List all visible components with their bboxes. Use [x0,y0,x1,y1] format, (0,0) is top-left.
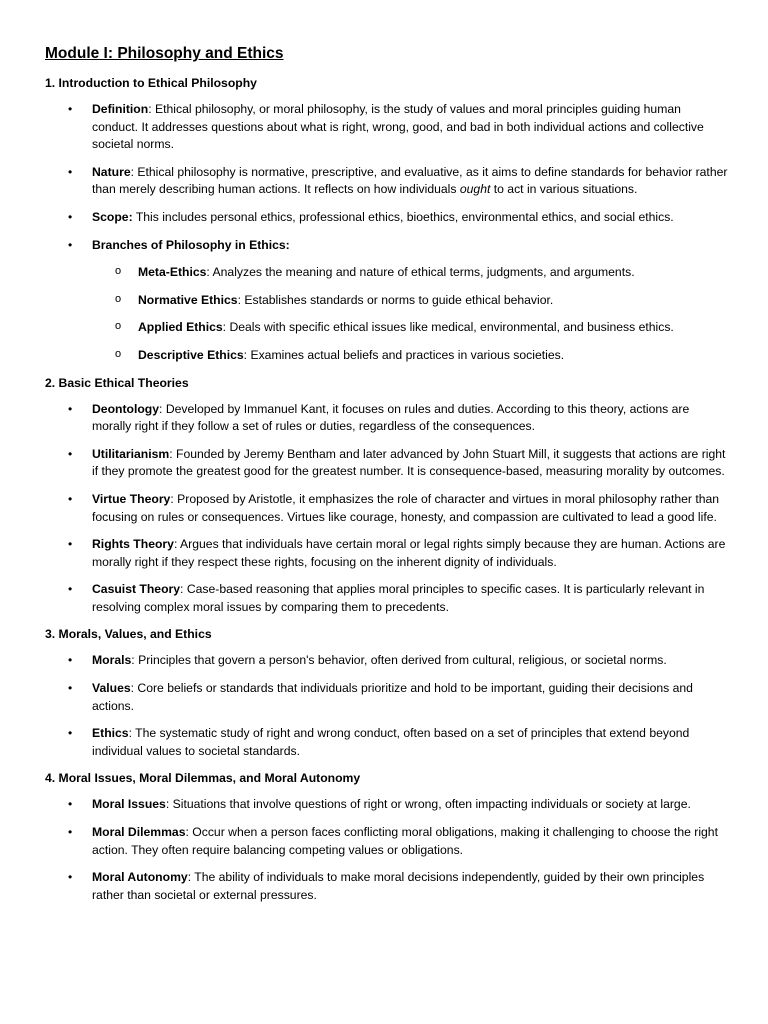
description: Developed by Immanuel Kant, it focuses on rules and duties. According to this theory, actions are morally right if they follow a set of rules or duties, regardless of the consequences. [92,401,690,434]
term: Ethics [92,726,129,741]
description: Occur when a person faces conflicting moral obligations, making it challenging to choose the right action. They often require balancing competing values or obligations. [92,825,718,857]
description: Analyzes the meaning and nature of ethical terms, judgments, and arguments. [212,265,635,280]
term: Descriptive Ethics [138,347,244,362]
list-item-deontology [45,401,728,436]
list-item-scope [45,209,728,227]
description: Ethical philosophy, or moral philosophy, is the study of values and moral principles guiding human conduct. It addresses questions about what is right, wrong, good, and bad in both individual actions and collective societal norms. [92,102,704,152]
term: Moral Autonomy [92,870,188,885]
bullet-list [45,796,728,904]
section-heading: 3. Morals, Values, and Ethics [45,627,212,642]
separator: : [148,102,155,116]
description: Founded by Jeremy Bentham and later advanced by John Stuart Mill, it suggests that actions are right if they promote the greatest good for the greatest number. It is consequence-based, measuring morality by outcomes. [92,446,726,479]
section-heading: 2. Basic Ethical Theories [45,375,189,390]
term: Rights Theory [92,537,174,552]
separator: : [206,265,213,280]
list-item-utilitarianism [45,446,728,481]
separator: : [169,446,176,461]
separator: : [180,582,187,597]
list-item-nature [45,164,728,199]
description: Case-based reasoning that applies moral principles to specific cases. It is particularly relevant in resolving complex moral issues by comparing them to precedents. [92,582,705,614]
term: Moral Dilemmas [92,825,186,840]
description: Establishes standards or norms to guide ethical behavior. [244,292,554,307]
list-item-definition [45,101,728,154]
term: Utilitarianism [92,446,170,461]
separator: : [130,681,138,696]
list-item-casuist-theory [45,581,728,616]
bullet-list [45,652,728,760]
emphasis-text: ought [459,182,491,197]
term: Deontology [92,401,160,416]
list-item-moral-issues [45,796,728,814]
separator: : [159,401,166,416]
description: The systematic study of right and wrong conduct, often based on a set of principles that extend beyond individual values to societal standards. [92,726,690,758]
bullet-list [45,401,728,617]
term: Applied Ethics [138,320,223,335]
description: Principles that govern a person's behavior, often derived from cultural, religious, or societal norms. [138,653,667,668]
separator: : [222,320,230,335]
section-introduction [45,75,728,365]
description: Ethical philosophy is normative, prescriptive, and evaluative, as it aims to define standards for behavior rather than merely describing human actions. It reflects on how individuals [92,164,728,197]
term: Normative Ethics [138,292,238,307]
description: Examines actual beliefs and practices in various societies. [250,347,565,362]
separator: : [170,491,178,506]
sub-list [92,264,728,364]
separator: : [131,653,139,668]
separator: : [185,825,193,840]
separator: : [128,726,136,741]
list-item-ethics [45,725,728,760]
list-item-virtue-theory [45,491,728,526]
description: This includes personal ethics, professional ethics, bioethics, environmental ethics, and social ethics. [135,209,674,224]
list-item-morals [45,652,728,670]
list-item-moral-dilemmas [45,824,728,859]
description: Situations that involve questions of right or wrong, often impacting individuals or society at large. [172,797,691,812]
list-item-values [45,680,728,715]
term: Virtue Theory [92,491,171,506]
section-morals-values-ethics [45,626,728,760]
description: Core beliefs or standards that individuals prioritize and hold to be important, guiding their decisions and actions. [92,681,693,713]
list-item-branches [45,237,728,365]
section-heading: 4. Moral Issues, Moral Dilemmas, and Moral Autonomy [45,771,361,786]
description: The ability of individuals to make moral decisions independently, guided by their own principles rather than societal or external pressures. [92,870,705,902]
term: Moral Issues [92,797,166,812]
description: Argues that individuals have certain moral or legal rights simply because they are human. Actions are morally right if they respect these rights, focusing on the inherent dignity of individuals. [92,537,726,569]
term: Definition [92,102,149,116]
term: Morals [92,653,132,668]
separator: : [173,537,181,552]
description-end: to act in various situations. [490,182,638,197]
document-title: Module I: Philosophy and Ethics [45,45,284,62]
section-basic-theories [45,375,728,617]
description: Proposed by Aristotle, it emphasizes the role of character and virtues in moral philosophy rather than focusing on rules or consequences. Virtues like courage, honesty, and compassion are cultivated to lead a good life. [92,491,720,524]
description: Deals with specific ethical issues like medical, environmental, and business ethics. [229,320,674,335]
term: Branches of Philosophy in Ethics: [92,237,290,252]
list-item-moral-autonomy [45,869,728,904]
separator: : [187,870,195,885]
term: Nature [92,164,131,179]
separator: : [237,292,245,307]
sub-item-applied-ethics [92,319,728,337]
term: Casuist Theory [92,582,181,597]
sub-item-meta-ethics [92,264,728,282]
section-heading: 1. Introduction to Ethical Philosophy [45,76,257,90]
section-moral-issues [45,770,728,904]
list-item-rights-theory [45,536,728,571]
sub-item-descriptive-ethics [92,347,728,365]
bullet-list [45,101,728,365]
term: Meta-Ethics [138,265,207,280]
term: Values [92,681,131,696]
term: Scope: [92,209,133,224]
separator: : [165,797,173,812]
separator: : [243,347,251,362]
separator: : [130,164,138,179]
sub-item-normative-ethics [92,292,728,310]
